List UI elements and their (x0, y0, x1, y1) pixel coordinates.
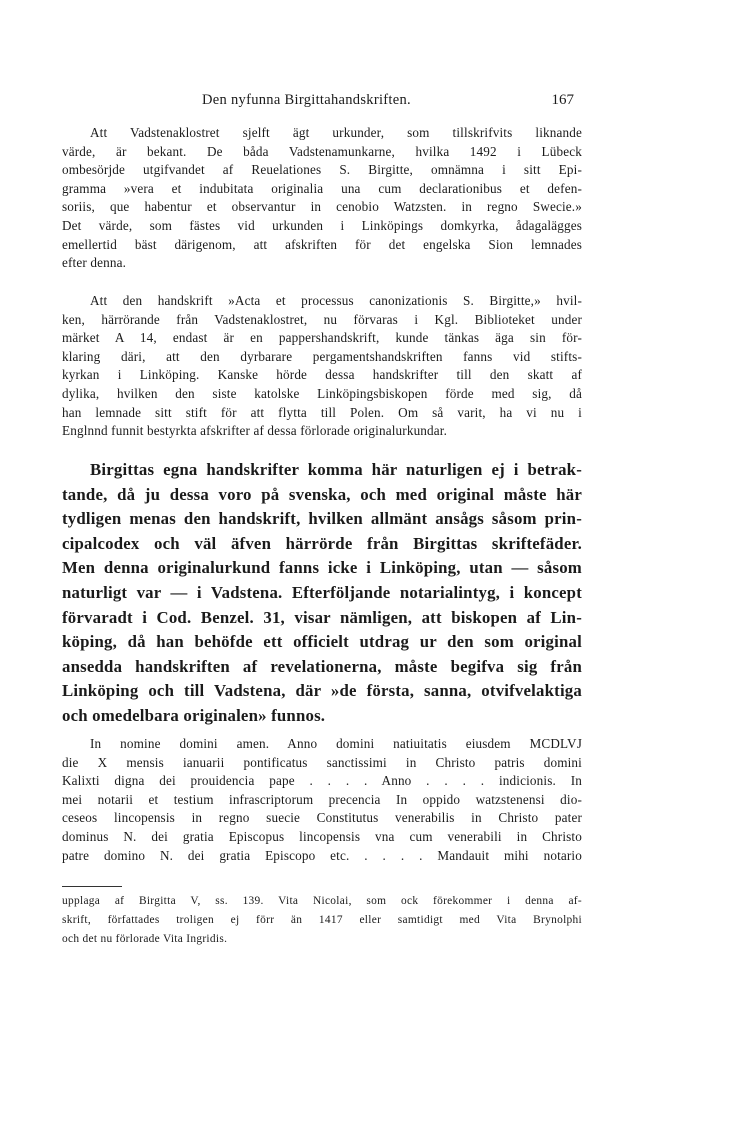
text-line: ombesörjde utgifvandet af Reuelationes S. Birgitte, omnämna i sitt Epi- (62, 162, 582, 178)
text-line: naturligt var — i Vadstena. Efterföljande notarialintyg, i koncept (62, 582, 582, 602)
footnote-divider (62, 886, 122, 887)
text-line: märket A 14, endast är en pappershandskrift, kunde tänkas äga sin för- (62, 330, 582, 346)
text-line: ken, härrörande från Vadstenaklostret, nu förvaras i Kgl. Biblioteket under (62, 311, 582, 327)
text-line: Englnnd funnit bestyrkta afskrifter af dessa förlorade originalurkundar. (62, 423, 448, 439)
paragraph-original-handskrifter (62, 458, 582, 729)
text-line: ansedda handskriften af revelationerna, måste begifva sig från (62, 656, 582, 676)
text-line: värde, är bekant. De båda Vadstenamunkarne, hvilka 1492 i Lübeck (62, 143, 582, 159)
paragraph-vadstena-urkunder (62, 124, 582, 273)
text-line: Kalixti digna dei prouidencia pape . . . . Anno . . . . indicionis. In (62, 773, 582, 789)
paragraph-latin-notarial-deed (62, 735, 582, 865)
text-line: tande, då ju dessa voro på svenska, och med original måste här (62, 484, 582, 504)
text-line: In nomine domini amen. Anno domini natiuitatis eiusdem MCDLVJ (90, 736, 582, 751)
text-line: efter denna. (62, 255, 127, 271)
text-line: och omedelbara originalen» funnos. (62, 705, 326, 725)
running-title: Den nyfunna Birgittahandskriften. (202, 92, 411, 108)
text-line: klaring däri, att den dyrbarare pergamentshandskriften fanns vid stifts- (62, 348, 582, 364)
text-line: Att Vadstenaklostret sjelft ägt urkunder, som tillskrifvits liknande (90, 125, 582, 140)
text-line: gramma »vera et indubitata originalia una cum declarationibus et defen- (62, 180, 582, 196)
text-line: die X mensis ianuarii pontificatus sanctissimi in Christo patris domini (62, 754, 582, 770)
text-line: dominus N. dei gratia Episcopus lincopensis vna cum venerabili in Christo (62, 828, 582, 844)
paragraph-acta-handskrift (62, 292, 582, 441)
text-line: kyrkan i Linköping. Kanske hörde dessa handskrifter till den skatt af (62, 367, 582, 383)
text-line: Att den handskrift »Acta et processus canonizationis S. Birgitte,» hvil- (90, 293, 582, 308)
text-line: mei notarii et testium infrascriptorum precencia In oppido watzstenensi dio- (62, 791, 582, 807)
text-line: Birgittas egna handskrifter komma här naturligen ej i betrak- (90, 460, 582, 479)
footnote-line: upplaga af Birgitta V, ss. 139. Vita Nicolai, som ock förekommer i denna af- (62, 895, 582, 907)
text-line: tydligen menas den handskrift, hvilken allmänt ansågs såsom prin- (62, 509, 582, 529)
text-line: Linköping och till Vadstena, där »de första, sanna, otvifvelaktiga (62, 681, 582, 701)
text-line: köping, då han behöfde ett officielt utdrag ur den som original (62, 632, 582, 652)
text-line: ceseos lincopensis in regno suecie Constitutus venerabilis in Christo pater (62, 810, 582, 826)
text-line: dylika, hvilken den siste katolske Linköpingsbiskopen förde med sig, då (62, 385, 582, 401)
running-header (60, 92, 582, 112)
page-number: 167 (551, 92, 574, 108)
text-line: soriis, que habentur et observantur in cenobio Watzsten. in regno Swecie.» (62, 199, 582, 215)
text-line: patre domino N. dei gratia Episcopo etc. . . . . Mandauit mihi notario (62, 847, 582, 863)
footnote-line: skrift, författades troligen ej förr än 1417 eller samtidigt med Vita Brynolphi (62, 914, 582, 926)
text-line: förvaradt i Cod. Benzel. 31, visar nämligen, att biskopen af Lin- (62, 607, 582, 627)
footnote (62, 892, 582, 949)
text-line: Det värde, som fästes vid urkunden i Linköpings domkyrka, ådagalägges (62, 217, 582, 233)
text-line: han lemnade sitt stift för att flytta till Polen. Om så varit, ha vi nu i (62, 404, 582, 420)
text-line: emellertid bäst därigenom, att afskriften för det engelska Sion lemnades (62, 236, 582, 252)
text-line: Men denna originalurkund fanns icke i Linköping, utan — såsom (62, 558, 582, 578)
footnote-line: och det nu förlorade Vita Ingridis. (62, 933, 228, 945)
text-line: cipalcodex och väl äfven härrörde från Birgittas skriftefäder. (62, 533, 582, 553)
